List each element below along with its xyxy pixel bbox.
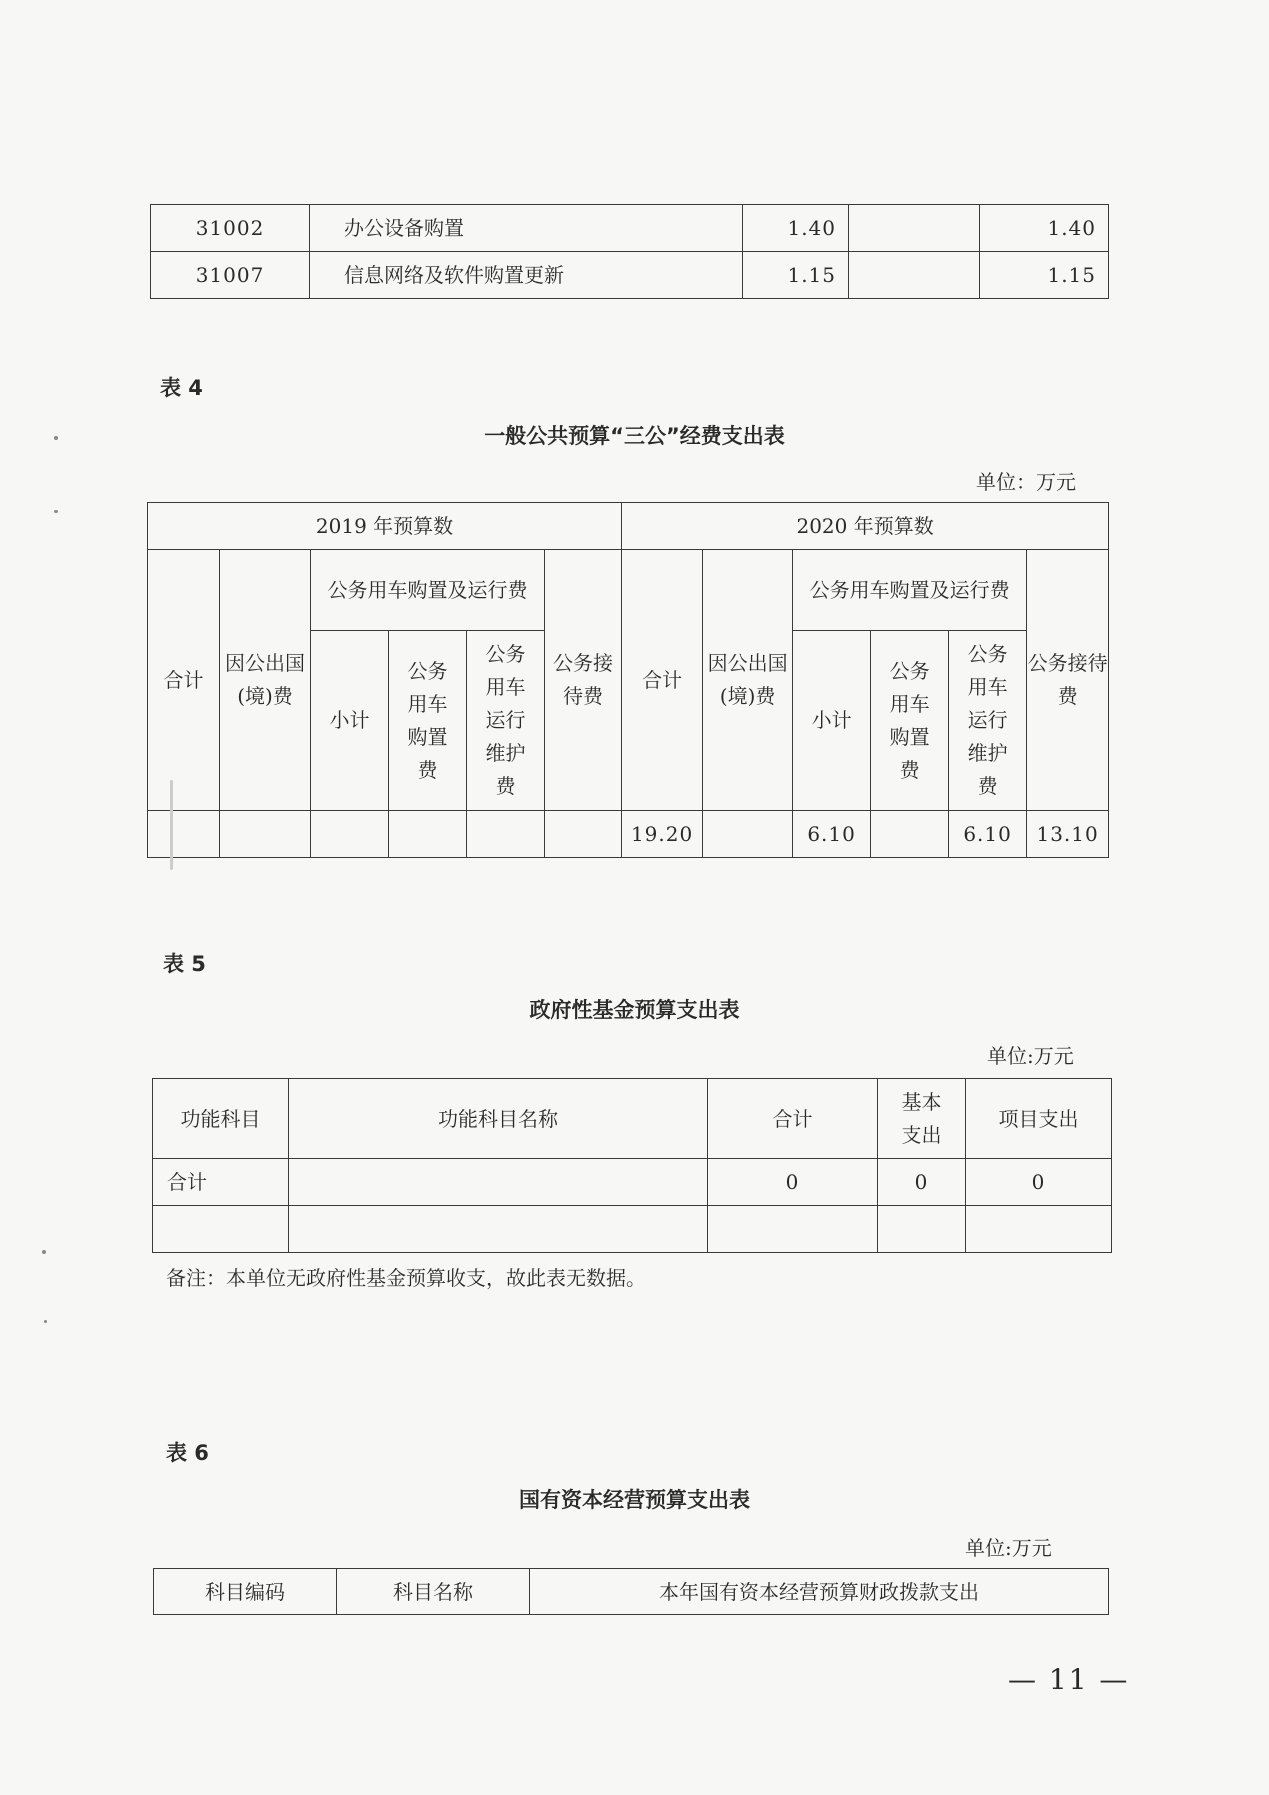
subject-code-header: 科目编码 [154,1569,337,1615]
table5-unit: 单位:万元 [987,1044,1074,1068]
project-cell: 1.15 [980,252,1109,299]
value-cell [708,1206,878,1253]
value-cell: 0 [878,1159,966,1206]
subject-name-header: 科目名称 [337,1569,530,1615]
value-cell: 19.20 [622,811,703,858]
total-header: 合计 [708,1079,878,1159]
name-cell: 办公设备购置 [310,205,743,252]
reception-header: 公务接待费 [545,550,622,811]
header-row-years [148,503,1109,550]
total-header: 合计 [148,550,220,811]
value-cell [311,811,389,858]
subtotal-header: 小计 [793,631,871,811]
name-cell: 信息网络及软件购置更新 [310,252,743,299]
value-cell: 13.10 [1027,811,1109,858]
value-cell [545,811,622,858]
car-group-header: 公务用车购置及运行费 [311,550,545,631]
func-name-header: 功能科目名称 [289,1079,708,1159]
header-row [153,1079,1112,1159]
state-capital-table [153,1568,1109,1615]
page-number: — 11 — [1008,1663,1130,1696]
table6-tag: 表 6 [166,1441,209,1465]
car-buy-header: 公务用车购置费 [871,631,949,811]
scan-speck [42,1250,46,1254]
continued-table [150,204,1109,299]
value-cell [966,1206,1112,1253]
value-cell: 6.10 [793,811,871,858]
value-cell [389,811,467,858]
subtotal-header: 小计 [311,631,389,811]
code-cell: 31007 [151,252,310,299]
table4-unit: 单位：万元 [976,470,1076,494]
table6-unit: 单位:万元 [965,1536,1052,1560]
value-cell: 0 [966,1159,1112,1206]
value-cell [467,811,545,858]
table-row [151,252,1109,299]
value-cell [153,1206,289,1253]
amount-header: 本年国有资本经营预算财政拨款支出 [530,1569,1109,1615]
scan-speck [54,510,58,513]
abroad-header: 因公出国(境)费 [703,550,793,811]
table-row [151,205,1109,252]
row-label: 合计 [153,1159,289,1206]
value-cell [289,1206,708,1253]
year-2020-header: 2020 年预算数 [622,503,1109,550]
car-run-header: 公务用车运行维护费 [949,631,1027,811]
table5-title: 政府性基金预算支出表 [529,998,740,1022]
total-cell: 1.40 [743,205,849,252]
table4-tag: 表 4 [160,376,203,400]
project-cell: 1.40 [980,205,1109,252]
total-header: 合计 [622,550,703,811]
func-code-header: 功能科目 [153,1079,289,1159]
table5-note: 备注：本单位无政府性基金预算收支，故此表无数据。 [166,1266,646,1290]
value-cell [878,1206,966,1253]
value-cell [289,1159,708,1206]
table-row [153,1159,1112,1206]
table-row [153,1206,1112,1253]
value-cell: 0 [708,1159,878,1206]
scan-speck [44,1320,47,1323]
table6-title: 国有资本经营预算支出表 [519,1488,750,1512]
table-row [148,811,1109,858]
table5-tag: 表 5 [163,952,206,976]
gov-fund-table [152,1078,1112,1253]
project-header: 项目支出 [966,1079,1112,1159]
header-row-groups [148,550,1109,631]
car-group-header: 公务用车购置及运行费 [793,550,1027,631]
code-cell: 31002 [151,205,310,252]
value-cell [220,811,311,858]
value-cell [148,811,220,858]
value-cell: 6.10 [949,811,1027,858]
scan-speck [54,436,58,440]
basic-cell [849,252,980,299]
header-row [154,1569,1109,1615]
reception-header: 公务接待费 [1027,550,1109,811]
car-buy-header: 公务用车购置费 [389,631,467,811]
scan-streak [170,780,173,870]
abroad-header: 因公出国(境)费 [220,550,311,811]
value-cell [871,811,949,858]
table4-title: 一般公共预算“三公”经费支出表 [484,424,785,448]
basic-header: 基本支出 [878,1079,966,1159]
car-run-header: 公务用车运行维护费 [467,631,545,811]
value-cell [703,811,793,858]
total-cell: 1.15 [743,252,849,299]
year-2019-header: 2019 年预算数 [148,503,622,550]
basic-cell [849,205,980,252]
three-public-expense-table [147,502,1109,858]
